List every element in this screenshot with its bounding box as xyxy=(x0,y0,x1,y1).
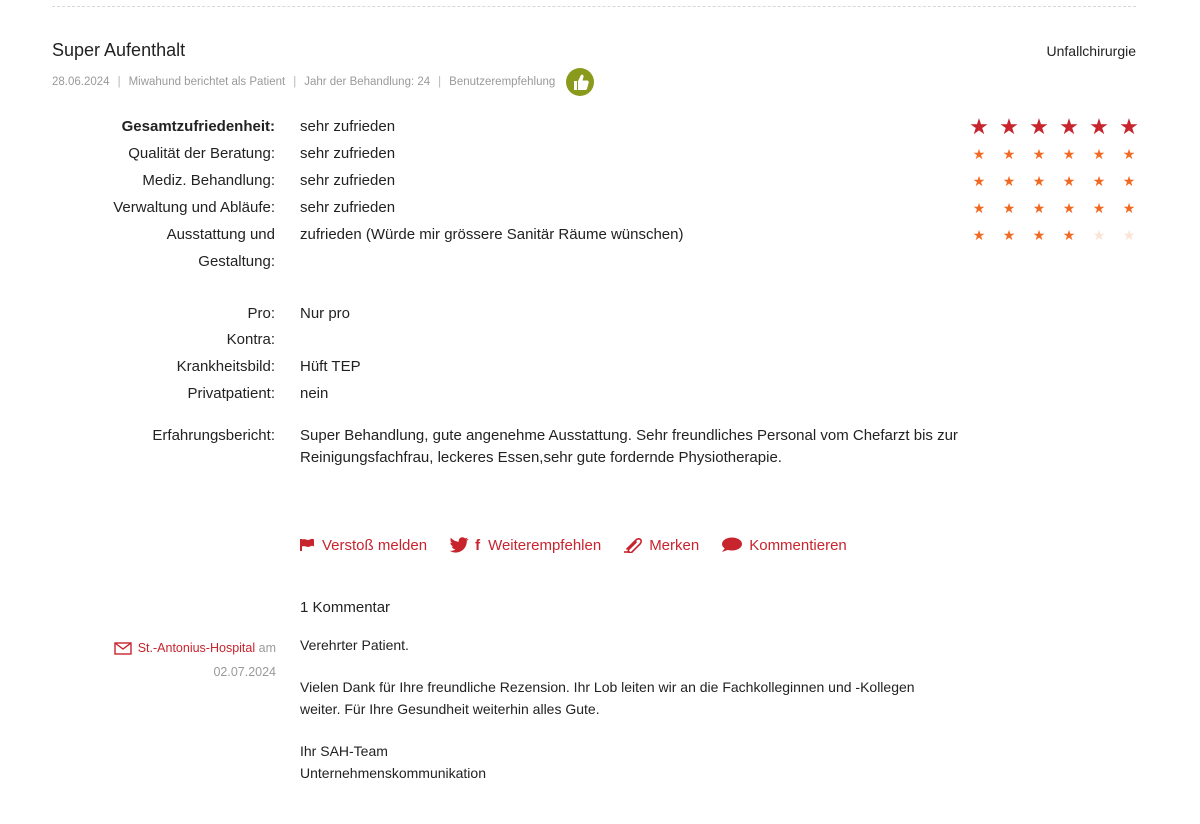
comment-author-link[interactable]: St.-Antonius-Hospital xyxy=(137,641,256,655)
review-date: 28.06.2024 xyxy=(52,76,110,88)
detail-value: Hüft TEP xyxy=(300,358,361,375)
comment-date: 02.07.2024 xyxy=(213,665,276,679)
facebook-icon: f xyxy=(475,536,481,554)
paperclip-icon xyxy=(623,537,643,553)
rating-row xyxy=(0,197,1200,219)
star-filled-icon: ★ xyxy=(999,114,1019,139)
star-filled-icon: ★ xyxy=(1062,227,1076,243)
review-actions xyxy=(300,533,869,557)
star-filled-icon: ★ xyxy=(969,114,989,139)
mail-icon xyxy=(114,642,132,655)
star-filled-icon: ★ xyxy=(1092,146,1106,162)
star-rating xyxy=(964,116,1144,138)
rating-value: zufrieden (Würde mir grössere Sanitär Räume wünschen) xyxy=(300,226,684,243)
department-label: Unfallchirurgie xyxy=(1046,43,1136,59)
comment-body xyxy=(300,634,950,784)
star-filled-icon: ★ xyxy=(972,173,986,189)
star-filled-icon: ★ xyxy=(1032,200,1046,216)
star-rating xyxy=(964,197,1144,219)
report-violation-label: Verstoß melden xyxy=(322,536,428,554)
treatment-year: Jahr der Behandlung: 24 xyxy=(304,76,431,88)
rating-label: Gesamtzufriedenheit: xyxy=(121,118,275,135)
star-filled-icon: ★ xyxy=(1032,173,1046,189)
star-filled-icon: ★ xyxy=(1122,200,1136,216)
rating-label: Ausstattung und xyxy=(166,226,275,243)
review-title: Super Aufenthalt xyxy=(52,40,186,60)
rating-label: Qualität der Beratung: xyxy=(128,145,275,162)
top-divider xyxy=(52,6,1136,7)
comment-author xyxy=(80,636,276,684)
rating-label: Mediz. Behandlung: xyxy=(142,172,275,189)
rating-value: sehr zufrieden xyxy=(300,145,396,162)
star-filled-icon: ★ xyxy=(972,146,986,162)
detail-value: Nur pro xyxy=(300,305,351,322)
star-filled-icon: ★ xyxy=(1089,114,1109,139)
detail-row xyxy=(0,303,1200,325)
star-filled-icon: ★ xyxy=(1032,146,1046,162)
comment-signature-team: Ihr SAH-Team xyxy=(300,743,388,759)
detail-label: Krankheitsbild: xyxy=(176,358,275,375)
detail-label: Privatpatient: xyxy=(187,385,275,402)
comment-signature-dept: Unternehmenskommunikation xyxy=(300,765,486,781)
rating-row xyxy=(0,170,1200,192)
recommend-label: Weiterempfehlen xyxy=(488,536,602,554)
bookmark-label: Merken xyxy=(649,536,700,554)
star-rating xyxy=(964,170,1144,192)
star-filled-icon: ★ xyxy=(1062,173,1076,189)
comment-greeting: Verehrter Patient. xyxy=(300,637,409,653)
detail-value: nein xyxy=(300,385,329,402)
comment-text: Vielen Dank für Ihre freundliche Rezension. Ihr Lob leiten wir an die Fachkolleginnen und -Kollegen weiter. Für Ihre Gesundheit weiterhin alles Gute. xyxy=(300,679,915,717)
comment-button[interactable] xyxy=(721,537,847,554)
rating-row-continuation xyxy=(0,251,1200,273)
star-filled-icon: ★ xyxy=(1062,146,1076,162)
meta-separator: | xyxy=(438,76,442,88)
speech-bubble-icon xyxy=(721,537,743,553)
star-empty-icon: ★ xyxy=(1092,227,1106,243)
report-violation-button[interactable] xyxy=(300,537,427,554)
rating-value: sehr zufrieden xyxy=(300,199,396,216)
star-filled-icon: ★ xyxy=(972,227,986,243)
report-text: Super Behandlung, gute angenehme Ausstattung. Sehr freundliches Personal vom Chefarzt bis zur Reinigungsfachfrau, leckeres Essen,sehr gute fordernde Physiotherapie. xyxy=(300,427,958,466)
rating-row xyxy=(0,143,1200,165)
comment-label: Kommentieren xyxy=(749,536,847,554)
comment-count: 1 Kommentar xyxy=(300,599,391,616)
rating-label: Gestaltung: xyxy=(198,253,275,270)
report-label: Erfahrungsbericht: xyxy=(152,427,275,444)
review-meta xyxy=(52,70,595,94)
review-author: Miwahund berichtet als Patient xyxy=(128,76,286,88)
recommend-button[interactable] xyxy=(449,537,601,554)
rating-value: sehr zufrieden xyxy=(300,172,396,189)
star-filled-icon: ★ xyxy=(1002,200,1016,216)
star-filled-icon: ★ xyxy=(1002,146,1016,162)
recommendation-label: Benutzerempfehlung xyxy=(449,76,556,88)
thumbs-up-icon xyxy=(565,67,595,97)
bookmark-button[interactable] xyxy=(623,537,699,554)
detail-row xyxy=(0,329,1200,351)
meta-separator: | xyxy=(117,76,121,88)
star-filled-icon: ★ xyxy=(1092,200,1106,216)
star-filled-icon: ★ xyxy=(1032,227,1046,243)
detail-row xyxy=(0,356,1200,378)
star-filled-icon: ★ xyxy=(1002,227,1016,243)
star-empty-icon: ★ xyxy=(1122,227,1136,243)
star-filled-icon: ★ xyxy=(1029,114,1049,139)
star-rating xyxy=(964,143,1144,165)
star-filled-icon: ★ xyxy=(1062,200,1076,216)
star-filled-icon: ★ xyxy=(1122,146,1136,162)
detail-row xyxy=(0,383,1200,405)
star-rating xyxy=(964,224,1144,246)
rating-row xyxy=(0,116,1200,138)
comment-author-suffix: am xyxy=(258,641,276,655)
rating-row xyxy=(0,224,1200,246)
star-filled-icon: ★ xyxy=(1122,173,1136,189)
rating-value: sehr zufrieden xyxy=(300,118,396,135)
meta-separator: | xyxy=(293,76,297,88)
star-filled-icon: ★ xyxy=(972,200,986,216)
star-filled-icon: ★ xyxy=(1092,173,1106,189)
detail-label: Pro: xyxy=(247,305,275,322)
star-filled-icon: ★ xyxy=(1059,114,1079,139)
detail-label: Kontra: xyxy=(226,331,275,348)
star-filled-icon: ★ xyxy=(1119,114,1139,139)
twitter-icon xyxy=(449,537,469,553)
rating-label: Verwaltung und Abläufe: xyxy=(113,199,275,216)
flag-icon xyxy=(300,538,316,552)
star-filled-icon: ★ xyxy=(1002,173,1016,189)
